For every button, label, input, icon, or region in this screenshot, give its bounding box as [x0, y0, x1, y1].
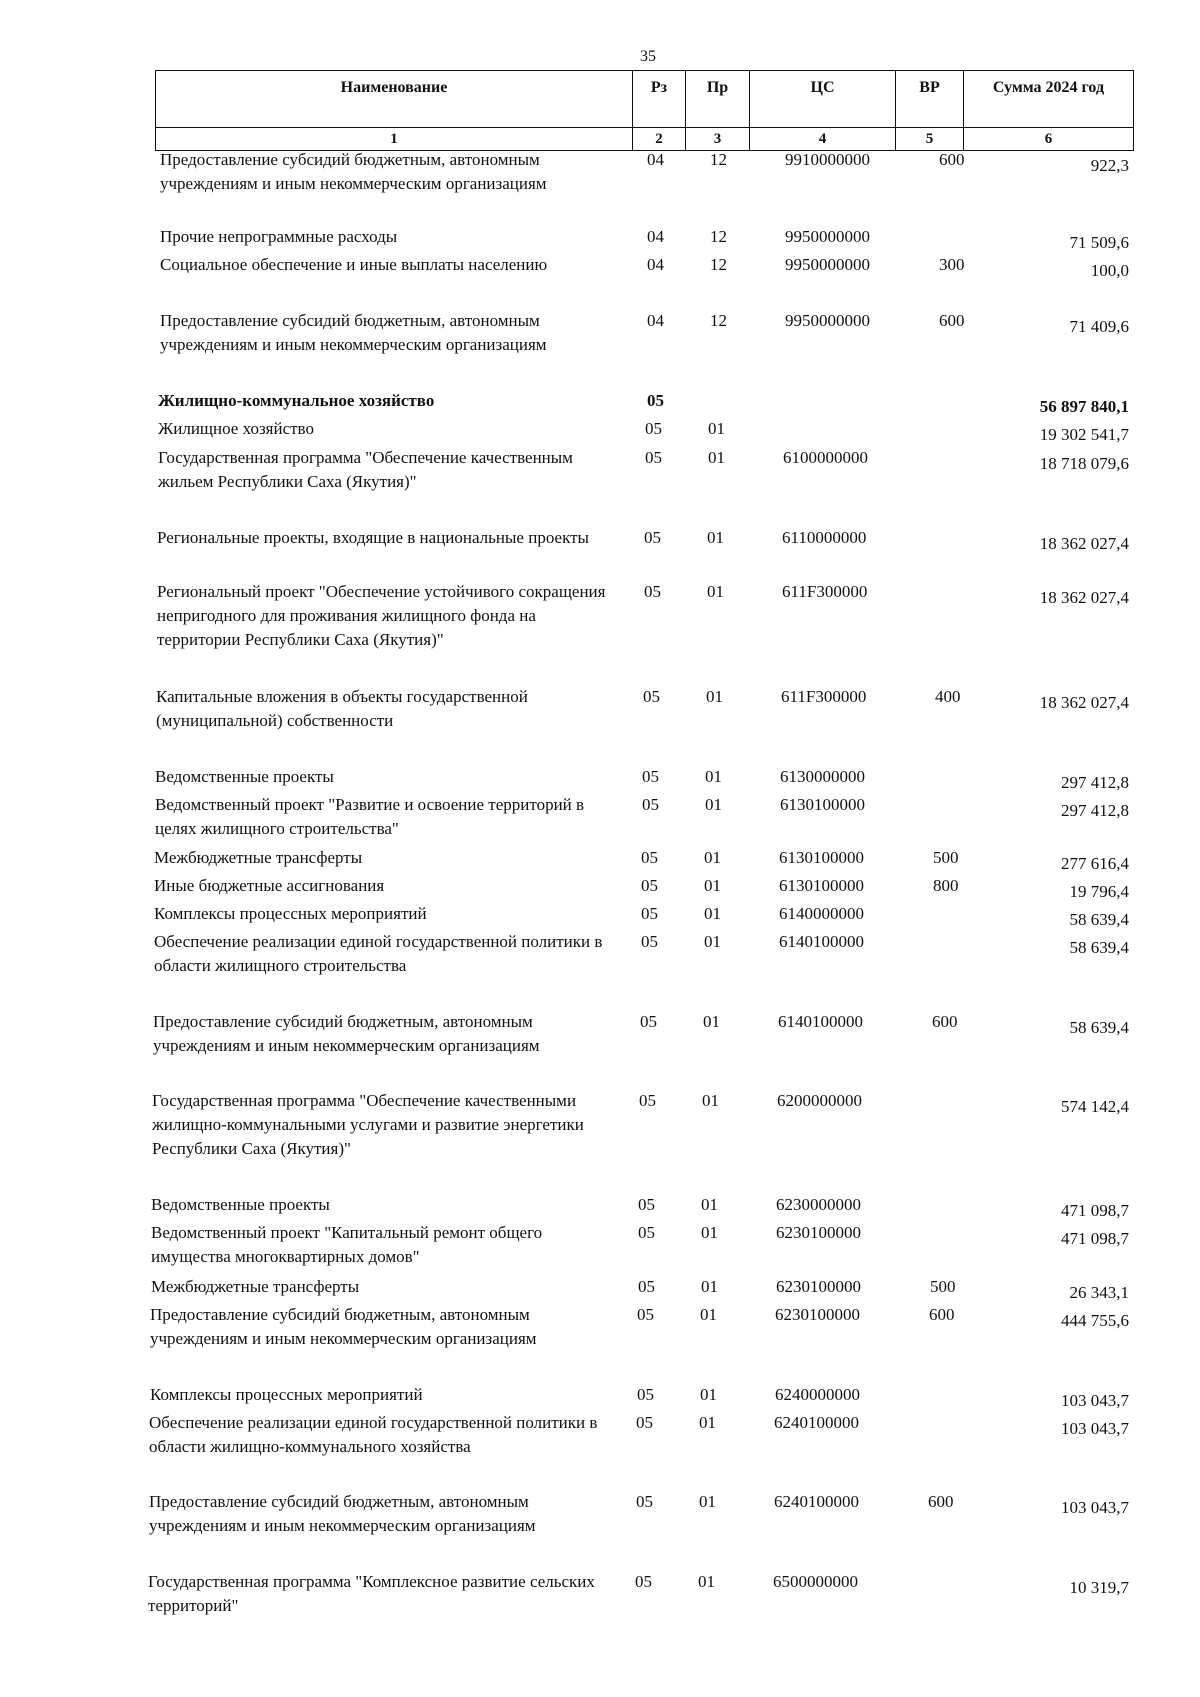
row-pr: 01 — [707, 582, 724, 601]
row-pr: 01 — [702, 1091, 719, 1110]
row-pr: 01 — [700, 1305, 717, 1324]
row-pr: 12 — [710, 255, 727, 274]
row-name: Комплексы процессных мероприятий — [154, 904, 427, 923]
row-name: Комплексы процессных мероприятий — [150, 1385, 423, 1404]
row-pr: 12 — [710, 311, 727, 330]
row-cs: 6230100000 — [776, 1277, 861, 1296]
row-name: Региональный проект "Обеспечение устойчивого сокращения непригодного для проживания жилищного фонда на территории Республики Саха (Якутия)" — [157, 582, 606, 649]
row-rz: 05 — [639, 1091, 656, 1110]
row-cs: 6130100000 — [779, 876, 864, 895]
row-pr: 01 — [708, 419, 725, 438]
row-rz: 05 — [638, 1195, 655, 1214]
row-name: Капитальные вложения в объекты государственной (муниципальной) собственности — [156, 687, 528, 730]
row-name: Предоставление субсидий бюджетным, автономным учреждениям и иным некоммерческим организациям — [160, 311, 547, 354]
row-pr: 01 — [704, 848, 721, 867]
row-rz: 05 — [640, 1012, 657, 1031]
row-cs: 6230000000 — [776, 1195, 861, 1214]
row-sum: 297 412,8 — [1061, 801, 1129, 820]
header-name: Наименование — [156, 71, 633, 128]
row-pr: 01 — [705, 767, 722, 786]
header-num-vr: 5 — [896, 128, 964, 151]
row-cs: 611F300000 — [782, 582, 868, 601]
row-pr: 01 — [701, 1195, 718, 1214]
header-sum: Сумма 2024 год — [964, 71, 1134, 128]
row-name: Ведомственные проекты — [155, 767, 334, 786]
row-rz: 05 — [636, 1492, 653, 1511]
header-cs: ЦС — [750, 71, 896, 128]
row-vr: 800 — [933, 876, 959, 895]
row-rz: 05 — [638, 1277, 655, 1296]
row-cs: 6140000000 — [779, 904, 864, 923]
row-sum: 19 796,4 — [1069, 882, 1129, 901]
row-rz: 05 — [637, 1305, 654, 1324]
row-name: Региональные проекты, входящие в национальные проекты — [157, 528, 589, 547]
header-pr: Пр — [686, 71, 750, 128]
header-num-pr: 3 — [686, 128, 750, 151]
row-pr: 01 — [705, 795, 722, 814]
row-rz: 05 — [641, 876, 658, 895]
row-rz: 05 — [641, 904, 658, 923]
row-rz: 05 — [644, 528, 661, 547]
row-pr: 12 — [710, 150, 727, 169]
row-sum: 71 509,6 — [1069, 233, 1129, 252]
row-cs: 6110000000 — [782, 528, 867, 547]
row-sum: 18 362 027,4 — [1039, 693, 1129, 712]
row-sum: 10 319,7 — [1069, 1578, 1129, 1597]
row-name: Государственная программа "Обеспечение качественным жильем Республики Саха (Якутия)" — [158, 448, 573, 491]
row-rz: 05 — [637, 1385, 654, 1404]
row-pr: 01 — [699, 1413, 716, 1432]
row-cs: 9950000000 — [785, 311, 870, 330]
row-cs: 6130100000 — [780, 795, 865, 814]
row-rz: 04 — [647, 150, 664, 169]
row-pr: 01 — [704, 932, 721, 951]
row-rz: 04 — [647, 227, 664, 246]
row-name: Предоставление субсидий бюджетным, автономным учреждениям и иным некоммерческим организациям — [160, 150, 547, 193]
header-num-rz: 2 — [633, 128, 686, 151]
row-vr: 300 — [939, 255, 965, 274]
row-vr: 600 — [929, 1305, 955, 1324]
row-rz: 05 — [643, 687, 660, 706]
row-pr: 01 — [699, 1492, 716, 1511]
row-sum: 58 639,4 — [1069, 938, 1129, 957]
row-name: Жилищное хозяйство — [158, 419, 314, 438]
row-pr: 01 — [701, 1277, 718, 1296]
row-sum: 922,3 — [1090, 156, 1129, 175]
row-cs: 6140100000 — [778, 1012, 863, 1031]
row-pr: 01 — [704, 904, 721, 923]
row-cs: 9950000000 — [785, 255, 870, 274]
row-sum: 277 616,4 — [1061, 854, 1129, 873]
row-name: Ведомственный проект "Капитальный ремонт общего имущества многоквартирных домов" — [151, 1223, 543, 1266]
row-sum: 471 098,7 — [1061, 1229, 1129, 1248]
row-rz: 05 — [638, 1223, 655, 1242]
row-name: Иные бюджетные ассигнования — [154, 876, 385, 895]
row-cs: 6500000000 — [773, 1572, 858, 1591]
row-pr: 01 — [707, 528, 724, 547]
row-name: Ведомственные проекты — [151, 1195, 330, 1214]
row-vr: 500 — [930, 1277, 956, 1296]
row-pr: 01 — [698, 1572, 715, 1591]
row-cs: 6130000000 — [780, 767, 865, 786]
row-sum: 18 718 079,6 — [1039, 454, 1129, 473]
row-cs: 6140100000 — [779, 932, 864, 951]
row-name: Жилищно-коммунальное хозяйство — [158, 391, 435, 410]
row-rz: 04 — [647, 311, 664, 330]
row-vr: 600 — [932, 1012, 958, 1031]
header-num-cs: 4 — [750, 128, 896, 151]
row-sum: 471 098,7 — [1061, 1201, 1129, 1220]
row-cs: 6240000000 — [775, 1385, 860, 1404]
row-cs: 6230100000 — [776, 1223, 861, 1242]
row-rz: 05 — [642, 767, 659, 786]
row-sum: 574 142,4 — [1061, 1097, 1129, 1116]
row-cs: 6230100000 — [775, 1305, 860, 1324]
row-sum: 26 343,1 — [1069, 1283, 1129, 1302]
row-rz: 05 — [635, 1572, 652, 1591]
row-vr: 500 — [933, 848, 959, 867]
row-sum: 56 897 840,1 — [1039, 397, 1129, 416]
row-pr: 01 — [700, 1385, 717, 1404]
row-cs: 6240100000 — [774, 1413, 859, 1432]
row-rz: 05 — [647, 391, 664, 410]
row-name: Обеспечение реализации единой государственной политики в области жилищно-коммунального хозяйства — [149, 1413, 598, 1456]
header-vr: ВР — [896, 71, 964, 128]
row-rz: 05 — [645, 419, 662, 438]
row-name: Государственная программа "Комплексное развитие сельских территорий" — [148, 1572, 595, 1615]
row-rz: 05 — [641, 848, 658, 867]
row-name: Предоставление субсидий бюджетным, автономным учреждениям и иным некоммерческим организациям — [149, 1492, 536, 1535]
row-sum: 103 043,7 — [1061, 1419, 1129, 1438]
row-sum: 103 043,7 — [1061, 1391, 1129, 1410]
row-sum: 19 302 541,7 — [1039, 425, 1129, 444]
row-pr: 01 — [701, 1223, 718, 1242]
row-rz: 05 — [642, 795, 659, 814]
row-rz: 05 — [636, 1413, 653, 1432]
row-cs: 611F300000 — [781, 687, 867, 706]
row-name: Межбюджетные трансферты — [154, 848, 363, 867]
row-sum: 71 409,6 — [1069, 317, 1129, 336]
row-name: Государственная программа "Обеспечение качественными жилищно-коммунальными услугами и развитие энергетики Республики Саха (Якутия)" — [152, 1091, 584, 1158]
row-cs: 6240100000 — [774, 1492, 859, 1511]
row-name: Предоставление субсидий бюджетным, автономным учреждениям и иным некоммерческим организациям — [150, 1305, 537, 1348]
row-name: Прочие непрограммные расходы — [160, 227, 398, 246]
row-vr: 400 — [935, 687, 961, 706]
row-name: Обеспечение реализации единой государственной политики в области жилищного строительства — [154, 932, 603, 975]
row-name: Предоставление субсидий бюджетным, автономным учреждениям и иным некоммерческим организациям — [153, 1012, 540, 1055]
row-rz: 05 — [641, 932, 658, 951]
row-pr: 01 — [708, 448, 725, 467]
row-sum: 18 362 027,4 — [1039, 588, 1129, 607]
row-cs: 6130100000 — [779, 848, 864, 867]
row-pr: 01 — [704, 876, 721, 895]
row-sum: 18 362 027,4 — [1039, 534, 1129, 553]
row-name: Межбюджетные трансферты — [151, 1277, 360, 1296]
row-vr: 600 — [939, 150, 965, 169]
row-sum: 444 755,6 — [1061, 1311, 1129, 1330]
header-num-name: 1 — [156, 128, 633, 151]
page-number: 35 — [640, 48, 656, 65]
row-sum: 103 043,7 — [1061, 1498, 1129, 1517]
row-vr: 600 — [928, 1492, 954, 1511]
row-sum: 100,0 — [1090, 261, 1129, 280]
row-sum: 297 412,8 — [1061, 773, 1129, 792]
row-name: Социальное обеспечение и иные выплаты населению — [160, 255, 548, 274]
row-cs: 9950000000 — [785, 227, 870, 246]
row-cs: 6200000000 — [777, 1091, 862, 1110]
row-pr: 12 — [710, 227, 727, 246]
row-rz: 04 — [647, 255, 664, 274]
row-vr: 600 — [939, 311, 965, 330]
row-pr: 01 — [703, 1012, 720, 1031]
row-rz: 05 — [644, 582, 661, 601]
row-cs: 6100000000 — [783, 448, 868, 467]
header-num-sum: 6 — [964, 128, 1134, 151]
row-name: Ведомственный проект "Развитие и освоение территорий в целях жилищного строительства" — [155, 795, 585, 838]
row-sum: 58 639,4 — [1069, 910, 1129, 929]
row-sum: 58 639,4 — [1069, 1018, 1129, 1037]
row-pr: 01 — [706, 687, 723, 706]
row-cs: 9910000000 — [785, 150, 870, 169]
row-rz: 05 — [645, 448, 662, 467]
header-rz: Рз — [633, 71, 686, 128]
